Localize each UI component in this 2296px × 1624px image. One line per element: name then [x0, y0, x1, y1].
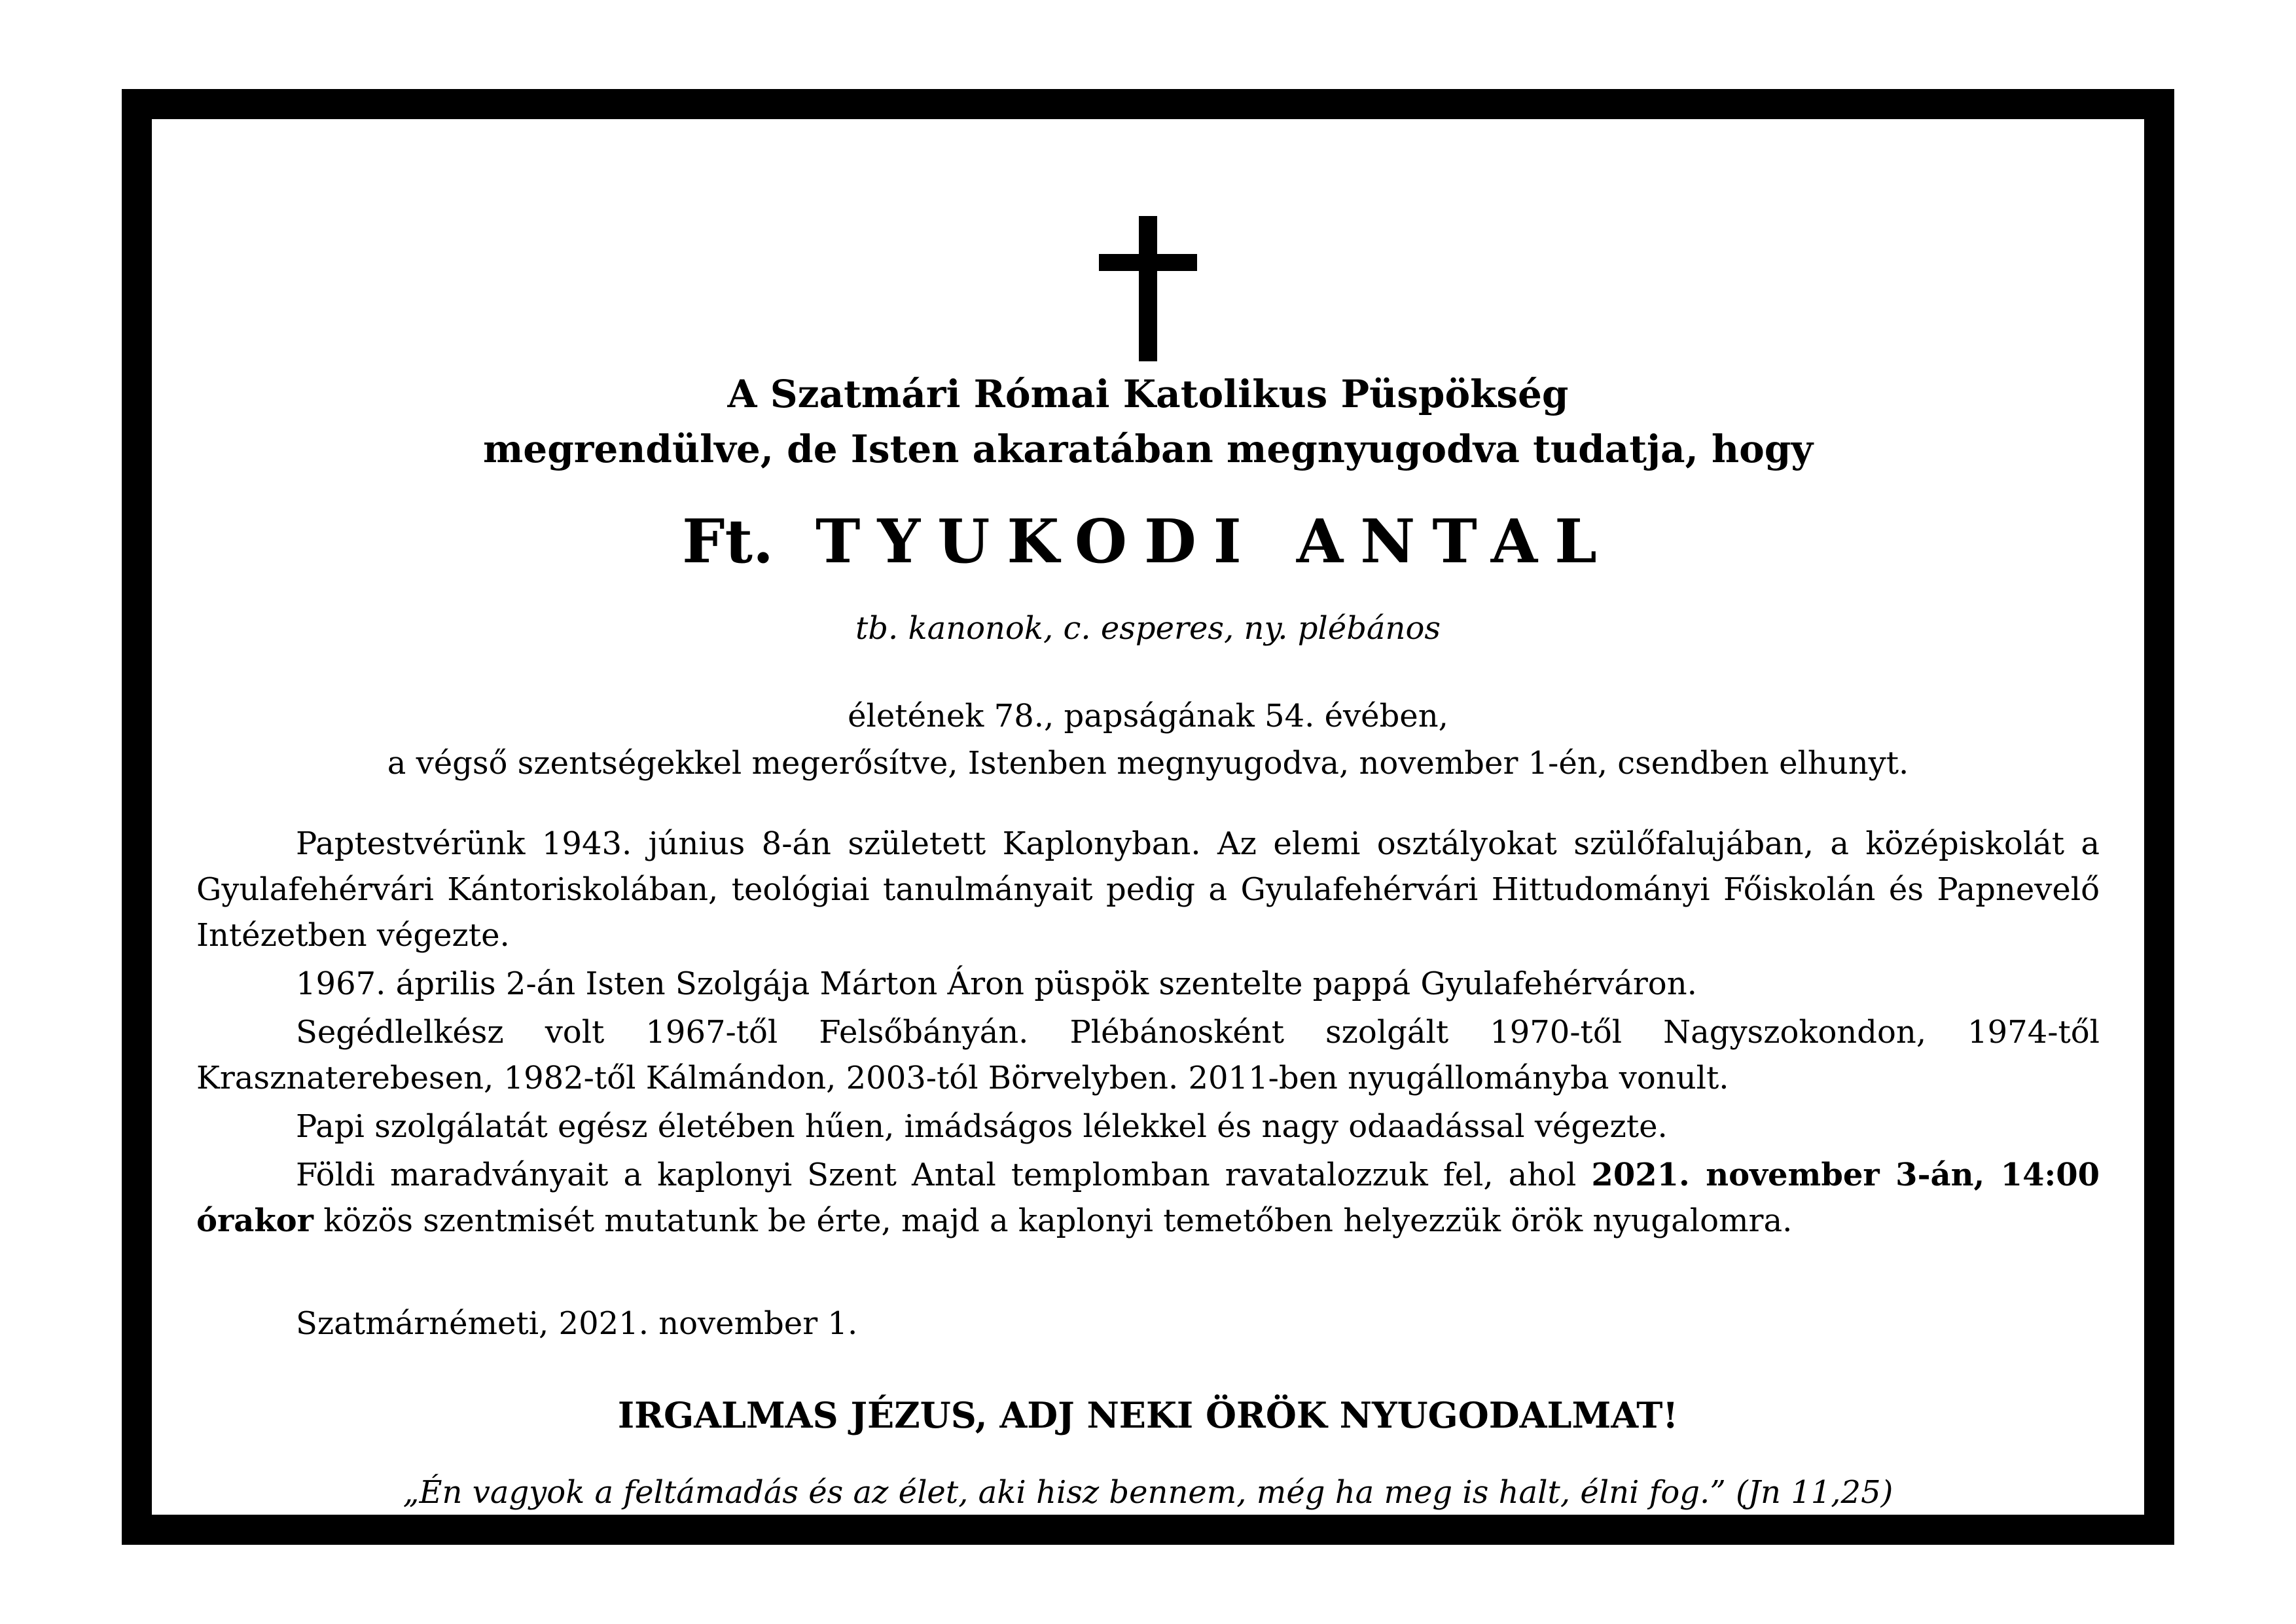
biography-paragraph-ordination: 1967. április 2-án Isten Szolgája Márton Áron püspök szentelte pappá Gyulafehérváron.: [296, 965, 1697, 1002]
header-announcement: megrendülve, de Isten akaratában megnyugodva tudatja, hogy: [482, 427, 1814, 471]
biography: [196, 821, 2100, 1246]
funeral-text-before: Földi maradványait a kaplonyi Szent Antal templomban ravatalozzuk fel, ahol: [296, 1157, 1592, 1193]
announcement-header: [152, 367, 2144, 477]
deceased-name: TYUKODI ANTAL: [816, 506, 1614, 577]
age-line: életének 78., papságának 54. évében,: [848, 698, 1448, 734]
deceased-name-line: [152, 505, 2144, 577]
funeral-date-time: 2021. november 3-án, 14:00 órakor: [196, 1157, 2100, 1239]
closing-prayer: IRGALMAS JÉZUS, ADJ NEKI ÖRÖK NYUGODALMAT!: [617, 1394, 1679, 1436]
header-issuer: A Szatmári Római Katolikus Püspökség: [727, 372, 1569, 416]
obituary-content: [152, 119, 2144, 1515]
biography-paragraph-birth: Paptestvérünk 1943. június 8-án született Kaplonyban. Az elemi osztályokat szülőfalujában, a középiskolát a Gyulafehérvári Kántoriskolában, teológiai tanulmányait pedig a Gyulafehérvári Hittudományi Főiskolán és Papnevelő Intézetben végezte.: [196, 825, 2100, 954]
biography-paragraph-devotion: Papi szolgálatát egész életében hűen, imádságos lélekkel és nagy odaadással végezte.: [296, 1108, 1668, 1145]
biography-paragraph-funeral: [196, 1152, 2100, 1244]
deceased-roles: tb. kanonok, c. esperes, ny. plébános: [855, 610, 1441, 647]
obituary-frame: [122, 89, 2174, 1545]
place-and-date: Szatmárnémeti, 2021. november 1.: [296, 1305, 858, 1342]
scripture-quote: „Én vagyok a feltámadás és az élet, aki hisz bennem, még ha meg is halt, élni fog.” (Jn 11,25): [403, 1474, 1893, 1511]
cross-vertical-bar: [1139, 216, 1157, 361]
deceased-title: Ft.: [682, 506, 774, 577]
death-statement: [152, 693, 2144, 787]
funeral-text-after: közös szentmisét mutatunk be érte, majd a kaplonyi temetőben helyezzük örök nyugalomra.: [313, 1202, 1793, 1239]
death-line: a végső szentségekkel megerősítve, Istenben megnyugodva, november 1-én, csendben elhunyt.: [387, 745, 1909, 782]
latin-cross-icon: [1099, 216, 1197, 361]
cross-horizontal-bar: [1099, 254, 1197, 271]
biography-paragraph-service: Segédlelkész volt 1967-től Felsőbányán. Plébánosként szolgált 1970-től Nagyszokondon, 1974-től Krasznaterebesen, 1982-től Kálmándon, 2003-tól Börvelyben. 2011-ben nyugállományba vonult.: [196, 1014, 2100, 1096]
